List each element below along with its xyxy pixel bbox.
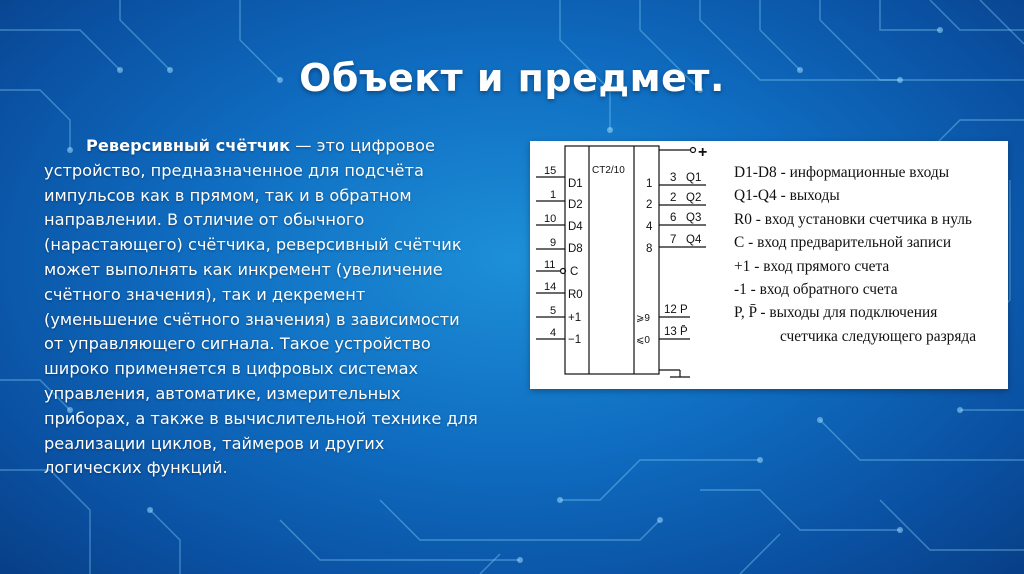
out-pin-3: 3 — [670, 172, 677, 184]
out-label-p: P — [680, 304, 688, 316]
pin-11: 11 — [544, 259, 556, 271]
out-label-q3: Q3 — [686, 212, 702, 224]
out-label-p-bar: P̄ — [680, 326, 688, 338]
out-label-q1: Q1 — [686, 172, 702, 184]
out-pin-12: 12 — [664, 304, 677, 316]
weight-2: 2 — [646, 199, 653, 211]
weight-4: 4 — [646, 221, 653, 233]
pin-label-d2: D2 — [568, 199, 583, 211]
pin-label-d4: D4 — [568, 221, 583, 233]
slide-body-text — [44, 134, 482, 481]
schematic-figure — [530, 141, 1008, 389]
out-pin-6: 6 — [670, 212, 677, 224]
pin-label-d8: D8 — [568, 243, 583, 255]
paragraph-text: — это цифровое устройство, предназначенное для подсчёта импульсов как в прямом, так и в обратном направлении. В отличие от обычного (нарастающего) счётчика, реверсивный счётчик может выполнять как инкремент (увеличение счётного значения), так и декремент (уменьшение счётного значения) в зависимости от управляющего сигнала. Такое устройство широко применяется в цифровых системах управления, автоматике, измерительных приборах, а также в вычислительной технике для реализации циклов, таймеров и других логических функций. — [44, 136, 478, 478]
carry-le0: ⩽0 — [636, 335, 650, 346]
weight-1: 1 — [646, 178, 653, 190]
counter-schematic — [530, 141, 730, 389]
term-bold: Реверсивный счётчик — [86, 136, 291, 155]
pin-label-r0: R0 — [568, 289, 583, 301]
pin-label-plus1: +1 — [568, 312, 582, 324]
pin-15: 15 — [544, 165, 557, 177]
pin-9: 9 — [550, 237, 557, 249]
legend-line-1: D1-D8 - информационные входы — [734, 164, 950, 181]
schematic-legend — [734, 161, 1004, 348]
pin-5: 5 — [550, 305, 557, 317]
out-label-q4: Q4 — [686, 234, 702, 246]
pin-label-d1: D1 — [568, 178, 583, 190]
chip-label: CT2/10 — [592, 165, 625, 176]
power-plus: + — [698, 144, 708, 161]
carry-ge9: ⩾9 — [636, 313, 650, 324]
legend-line-6: -1 - вход обратного счета — [734, 281, 898, 299]
pin-1: 1 — [550, 189, 557, 201]
out-pin-13: 13 — [664, 326, 677, 338]
weight-8: 8 — [646, 243, 653, 255]
pin-14: 14 — [544, 281, 557, 293]
legend-line-7: P, P̄ - выходы для подключения — [734, 304, 938, 322]
pin-label-c: C — [570, 266, 579, 278]
legend-line-2: Q1-Q4 - выходы — [734, 187, 840, 205]
legend-line-5: +1 - вход прямого счета — [734, 257, 890, 275]
pin-10: 10 — [544, 213, 557, 225]
out-pin-7: 7 — [670, 234, 677, 246]
out-label-q2: Q2 — [686, 192, 702, 204]
legend-line-3: R0 - вход установки счетчика в нуль — [734, 210, 972, 228]
slide-title: Объект и предмет. — [299, 56, 725, 100]
legend-line-8: счетчика следующего разряда — [780, 327, 977, 345]
pin-label-minus1: −1 — [568, 334, 582, 346]
out-pin-2: 2 — [670, 192, 677, 204]
pin-4: 4 — [550, 327, 557, 339]
legend-line-4: C - вход предварительной записи — [734, 234, 952, 252]
